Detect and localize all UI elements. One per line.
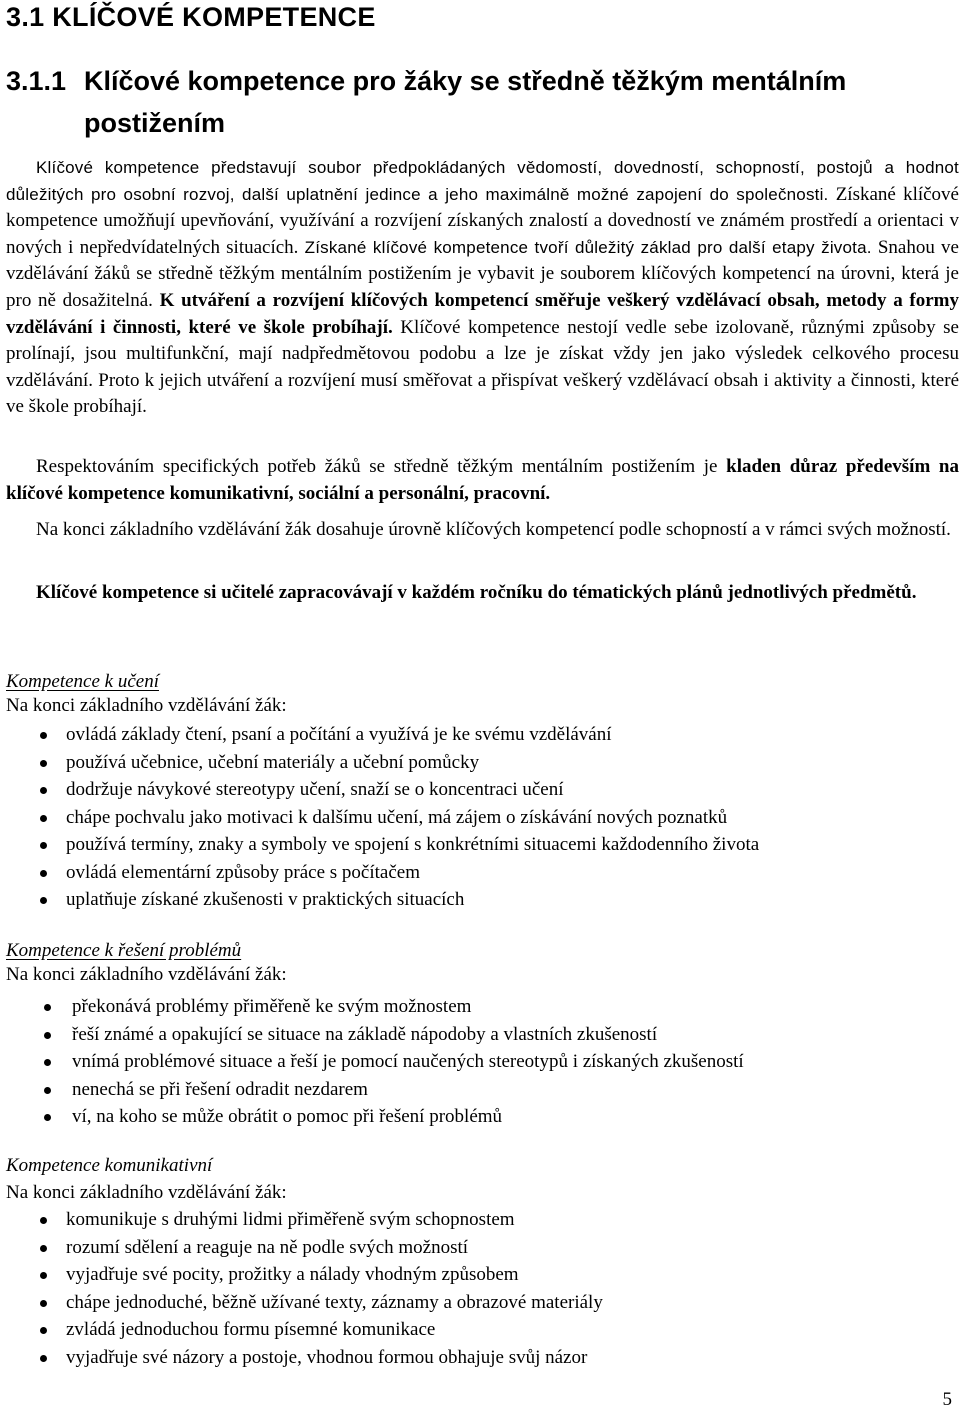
emphasis-bold-text: kladen důraz především na klíčové kompetence komunikativní, sociální a personální, pracovní.	[6, 456, 959, 504]
heading-line-1: Klíčové kompetence pro žáky se středně těžkým mentálním	[84, 66, 847, 96]
section-title-problem-solving: Kompetence k řešení problémů	[6, 940, 242, 961]
bullet-icon	[40, 1245, 47, 1252]
list-communication	[0, 1206, 603, 1371]
bullet-icon	[44, 1032, 51, 1039]
list-problem-solving	[0, 993, 744, 1131]
bullet-icon	[44, 1114, 51, 1121]
heading-3-1-1	[6, 60, 956, 144]
level-paragraph	[6, 517, 959, 544]
list-item: vnímá problémové situace a řeší je pomocí naučených stereotypů i získaných zkušeností	[0, 1048, 744, 1076]
section-subtitle-problem-solving: Na konci základního vzdělávání žák:	[6, 964, 287, 985]
intro-sans-text-2: Získané klíčové kompetence tvoří důležitý základ pro další etapy života.	[304, 237, 872, 257]
bullet-icon	[40, 815, 47, 822]
intro-paragraph	[6, 155, 959, 421]
list-item: překonává problémy přiměřeně ke svým možnostem	[0, 993, 744, 1021]
emphasis-paragraph	[6, 454, 959, 507]
planning-paragraph	[6, 580, 959, 607]
list-item: uplatňuje získané zkušenosti v praktických situacích	[0, 886, 759, 914]
bullet-icon	[44, 1004, 51, 1011]
list-item: nenechá se při řešení odradit nezdarem	[0, 1076, 744, 1104]
bullet-icon	[40, 1300, 47, 1307]
list-item: řeší známé a opakující se situace na základě nápodoby a vlastních zkušeností	[0, 1021, 744, 1049]
section-title-learning: Kompetence k učení	[6, 671, 159, 692]
planning-text: Klíčové kompetence si učitelé zapracovávají v každém ročníku do tématických plánů jednotlivých předmětů.	[36, 582, 917, 603]
list-learning	[0, 721, 759, 914]
bullet-icon	[40, 870, 47, 877]
list-item: ví, na koho se může obrátit o pomoc při řešení problémů	[0, 1103, 744, 1131]
list-item: chápe jednoduché, běžně užívané texty, záznamy a obrazové materiály	[0, 1289, 603, 1317]
bullet-icon	[40, 1272, 47, 1279]
bullet-icon	[40, 1327, 47, 1334]
intro-serif-text-3: Klíčové kompetence nestojí vedle sebe izolovaně, různými způsoby se prolínají, jsou multifunkční, mají nadpředmětovou podobu a lze je získat vždy jen jako výsledek celkového procesu vzdělávání. Proto k jejich utváření a rozvíjení musí směřovat a přispívat veškerý vzdělávací obsah i aktivity a činnosti, které ve škole probíhají.	[6, 316, 959, 418]
list-item: vyjadřuje své pocity, prožitky a nálady vhodným způsobem	[0, 1261, 603, 1289]
bullet-icon	[40, 842, 47, 849]
list-item: komunikuje s druhými lidmi přiměřeně svým schopnostem	[0, 1206, 603, 1234]
list-item: používá termíny, znaky a symboly ve spojení s konkrétními situacemi každodenního života	[0, 831, 759, 859]
bullet-icon	[40, 760, 47, 767]
list-item: vyjadřuje své názory a postoje, vhodnou formou obhajuje svůj názor	[0, 1344, 603, 1372]
intro-serif-text-2: Snahou ve vzdělávání žáků se středně těžkým mentálním postižením je vybavit je souborem klíčových kompetencí na úrovni, která je pro ně dosažitelná.	[6, 236, 959, 311]
list-item: dodržuje návykové stereotypy učení, snaží se o koncentraci učení	[0, 776, 759, 804]
list-item: ovládá elementární způsoby práce s počítačem	[0, 859, 759, 887]
list-item: chápe pochvalu jako motivaci k dalšímu učení, má zájem o získávání nových poznatků	[0, 804, 759, 832]
intro-bold-text: K utváření a rozvíjení klíčových kompetencí směřuje veškerý vzdělávací obsah, metody a formy vzdělávání i činnosti, které ve škole probíhají.	[6, 289, 959, 338]
bullet-icon	[40, 732, 47, 739]
section-subtitle-communication: Na konci základního vzdělávání žák:	[6, 1182, 287, 1203]
page-number: 5	[942, 1389, 952, 1410]
bullet-icon	[44, 1087, 51, 1094]
list-item: rozumí sdělení a reaguje na ně podle svých možností	[0, 1234, 603, 1262]
intro-sans-text: Klíčové kompetence představují soubor předpokládaných vědomostí, dovedností, schopností, postojů a hodnot důležitých pro osobní rozvoj, další uplatnění jedince a jeho maximálně možné zapojení do společnosti.	[6, 158, 959, 204]
level-text: Na konci základního vzdělávání žák dosahuje úrovně klíčových kompetencí podle schopností a v rámci svých možností.	[36, 519, 951, 540]
heading-3-1: 3.1 KLÍČOVÉ KOMPETENCE	[6, 2, 376, 32]
emphasis-normal-text: Respektováním specifických potřeb žáků se středně těžkým mentálním postižením je	[36, 456, 718, 477]
list-item: používá učebnice, učební materiály a učební pomůcky	[0, 749, 759, 777]
list-item: zvládá jednoduchou formu písemné komunikace	[0, 1316, 603, 1344]
bullet-icon	[44, 1059, 51, 1066]
bullet-icon	[40, 1217, 47, 1224]
intro-serif-text: Získané klíčové kompetence umožňují upevňování, využívání a rozvíjení získaných znalostí a dovedností ve známém prostředí a orientaci v nových i nepředvídatelných situacích.	[6, 183, 959, 258]
heading-number: 3.1.1	[6, 66, 67, 96]
heading-line-2: postižením	[84, 108, 226, 138]
bullet-icon	[40, 897, 47, 904]
section-subtitle-learning: Na konci základního vzdělávání žák:	[6, 695, 287, 716]
list-item: ovládá základy čtení, psaní a počítání a využívá je ke svému vzdělávání	[0, 721, 759, 749]
bullet-icon	[40, 787, 47, 794]
bullet-icon	[40, 1355, 47, 1362]
section-title-communication: Kompetence komunikativní	[6, 1155, 213, 1176]
